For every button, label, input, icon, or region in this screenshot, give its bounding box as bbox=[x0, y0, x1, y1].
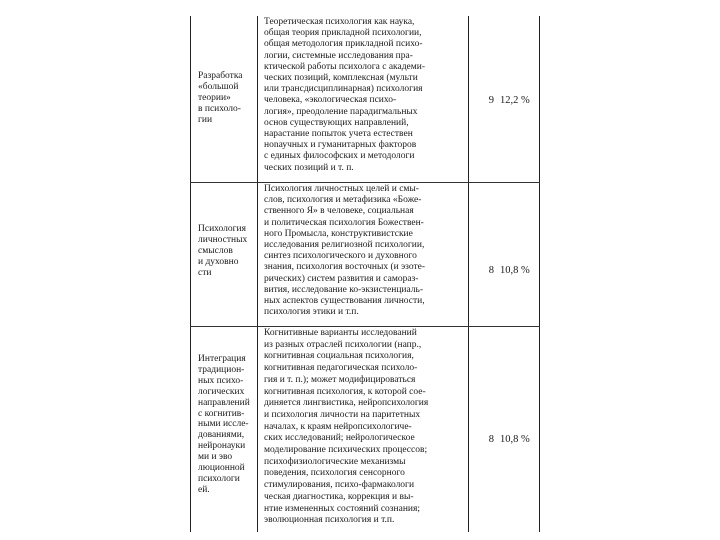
table-row bbox=[190, 326, 540, 532]
row-percent: 12,2 % bbox=[500, 95, 530, 106]
row-description: Психология личностных целей и смы- слов, психология и метафизика «Боже- ственного Я» в человеке, социальная и политическая психология Божествен- ного Промысла, конструктивистские исследования религиозной психологии, синтез психологического и духовного знания, психология восточных (и эзоте- рических) систем развития и самораз- вития, исследование ко-экзистенциаль- ных аспектов существования личности, психология этики и т.п. bbox=[264, 184, 426, 318]
row-percent: 10,8 % bbox=[500, 265, 530, 276]
row-category: Интеграция традицион- ных психо- логических направлений с когнитив- ными иссле- дованиями, нейронауки ми и эво люционной психологи ей. bbox=[198, 354, 250, 495]
row-count: 8 bbox=[488, 434, 494, 445]
row-category: Психология личностных смыслов и духовно сти bbox=[198, 224, 248, 278]
row-description: Теоретическая психология как наука, общая теория прикладной психологии, общая методология прикладной психо- логии, системные исследования пра- ктической работы психолога с академи- ческих позиций, комплексная (мульти или трансдисциплинарная) психология человека, «экологическая психо- логия», преодоление парадигмальных основ существующих направлений, нарастание попыток учета естествен ноnаучных и гуманитарных факторов с единых философских и методологи ческих позиций и т. п. bbox=[264, 17, 426, 173]
row-count: 9 bbox=[488, 95, 494, 106]
row-category: Разработка «большой теории» в психоло- гии bbox=[198, 71, 243, 125]
table-row bbox=[190, 182, 540, 326]
row-count: 8 bbox=[488, 265, 494, 276]
row-percent: 10,8 % bbox=[500, 434, 530, 445]
document-page bbox=[190, 16, 540, 532]
row-description: Когнитивные варианты исследований из разных отраслей психологии (напр., когнитивная социальная психология, когнитивная педагогическая психоло- гия и т. п.); может модифицироваться когнитивная психология, к которой сое- диняется лингвистика, нейропсихология и психология личности на паритетных началах, к краям нейропсихологиче- ских исследований; нейрологическое моделирование психических процессов; психофизиологические механизмы поведения, психология сенсорного стимулирования, психо-фармакологи ческая диагностика, коррекция и вы- нтие измененных состояний сознания; эволюционная психология и т.п. bbox=[264, 328, 429, 526]
table-row bbox=[190, 16, 540, 182]
